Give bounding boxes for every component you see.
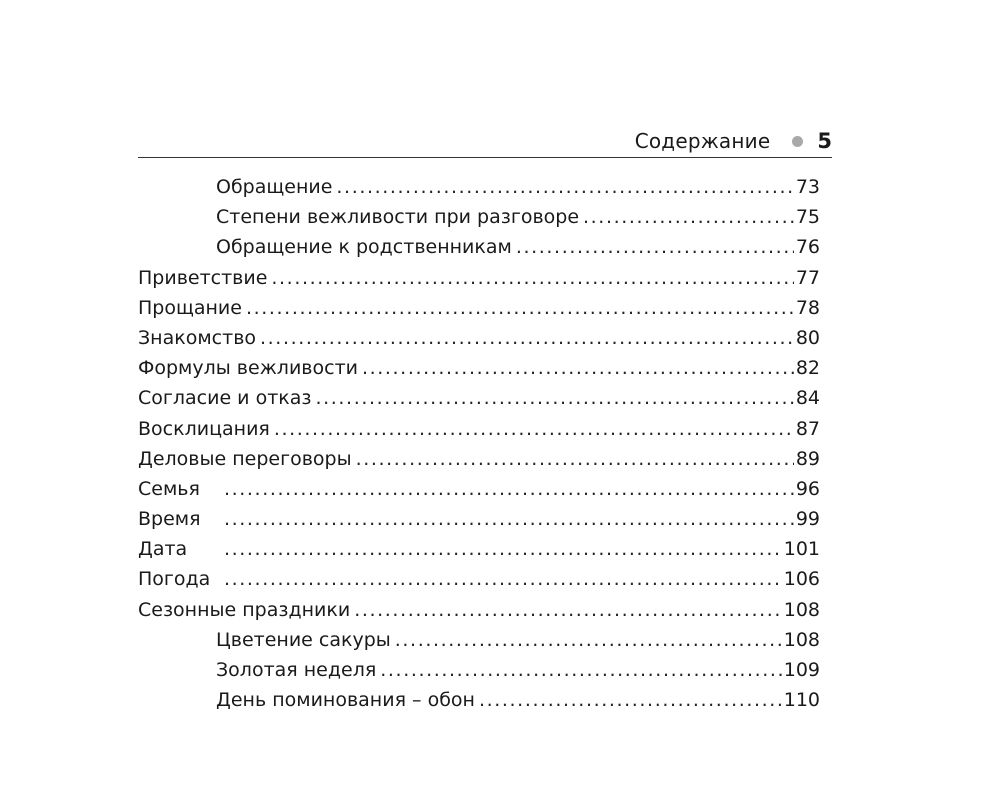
toc-entry[interactable]: [138, 564, 820, 594]
toc-entry-page: 75: [795, 206, 820, 229]
toc-entry-title: Обращение: [216, 176, 333, 198]
toc-entry-page: 84: [795, 387, 820, 410]
header-title: Содержание: [634, 129, 771, 153]
toc-entry[interactable]: [138, 534, 820, 564]
toc-entry[interactable]: [138, 293, 820, 323]
dot-leader: [583, 202, 794, 232]
toc-entry[interactable]: [138, 655, 820, 685]
toc-entry-title: Погода: [138, 568, 211, 591]
toc-entry-page: 78: [795, 296, 820, 319]
dot-leader: [271, 263, 793, 293]
dot-leader: [356, 444, 794, 474]
toc-entry-title: Согласие и отказ: [138, 387, 312, 410]
toc-entry[interactable]: [138, 414, 820, 444]
dot-leader: [380, 655, 781, 685]
toc-entry-page: 82: [795, 357, 820, 380]
toc-entry-page: 73: [795, 176, 820, 198]
toc-entry-page: 109: [783, 659, 820, 681]
dot-leader: [260, 323, 794, 353]
toc-entry[interactable]: [138, 383, 820, 413]
page-number: 5: [817, 129, 832, 153]
toc-entry[interactable]: [138, 595, 820, 625]
toc-entry-title: Дата: [138, 538, 188, 561]
toc-entry[interactable]: [138, 202, 820, 232]
toc-entry[interactable]: [138, 625, 820, 655]
dot-leader: [224, 504, 794, 534]
toc-entry[interactable]: [138, 353, 820, 383]
toc-entry-page: 101: [783, 538, 820, 561]
toc-entry-title: Обращение к родственникам: [216, 236, 512, 259]
toc-entry-title: Цветение сакуры: [216, 628, 391, 651]
toc-entry[interactable]: [138, 172, 820, 202]
toc-entry[interactable]: [138, 444, 820, 474]
toc-entry-page: 108: [783, 598, 820, 621]
dot-leader: [479, 685, 782, 715]
toc-entry-title: Степени вежливости при разговоре: [216, 206, 580, 229]
dot-leader: [274, 414, 794, 444]
toc-entry-title: Сезонные праздники: [138, 598, 351, 621]
dot-leader: [246, 293, 794, 323]
toc-entry-title: Восклицания: [138, 417, 270, 440]
toc-entry[interactable]: [138, 474, 820, 504]
toc-entry[interactable]: [138, 504, 820, 534]
toc-entry-page: 76: [795, 236, 820, 259]
toc-entry-page: 108: [783, 628, 820, 651]
toc-entry-title: День поминования – обон: [216, 689, 475, 712]
dot-leader: [336, 172, 793, 202]
toc-entry-title: Приветствие: [138, 266, 268, 289]
toc-entry-page: 106: [783, 568, 820, 591]
toc-entry-title: Прощание: [138, 296, 242, 319]
header-rule: [138, 157, 832, 158]
dot-leader: [224, 534, 782, 564]
toc-entry-title: Золотая неделя: [216, 659, 377, 681]
toc-entry-page: 77: [795, 266, 820, 289]
dot-leader: [224, 564, 782, 594]
toc-entry-title: Формулы вежливости: [138, 357, 358, 380]
dot-leader: [224, 474, 794, 504]
toc-entry-page: 96: [795, 477, 820, 500]
toc-entry-page: 89: [795, 447, 820, 470]
toc-entry[interactable]: [138, 232, 820, 262]
bullet-icon: [792, 136, 803, 147]
toc-entry[interactable]: [138, 323, 820, 353]
toc-entry[interactable]: [138, 263, 820, 293]
toc-entry-page: 110: [783, 689, 820, 712]
dot-leader: [316, 383, 794, 413]
toc-entry-title: Деловые переговоры: [138, 447, 352, 470]
dot-leader: [516, 232, 794, 262]
toc-entry-page: 80: [795, 326, 820, 349]
toc-entry-page: 99: [795, 508, 820, 531]
running-header: [138, 126, 832, 156]
dot-leader: [395, 625, 782, 655]
toc-entry-title: Семья: [138, 477, 200, 500]
toc-entry[interactable]: [138, 685, 820, 715]
toc-entry-title: Время: [138, 508, 201, 531]
toc-entry-page: 87: [795, 417, 820, 440]
table-of-contents: [138, 172, 820, 715]
toc-entry-title: Знакомство: [138, 326, 257, 349]
dot-leader: [354, 595, 782, 625]
dot-leader: [362, 353, 794, 383]
